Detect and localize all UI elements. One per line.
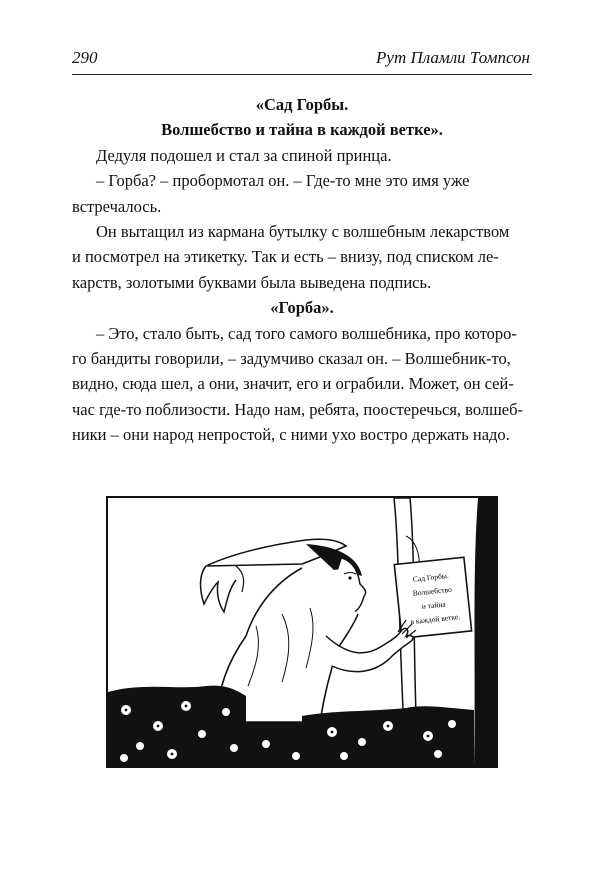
paragraph-2-line-2: встречалось. bbox=[72, 196, 162, 216]
sign-line-2: Волшебство bbox=[412, 584, 453, 598]
sign-line-1: Сад Горбы. bbox=[412, 570, 450, 584]
running-title: Рут Пламли Томпсон bbox=[376, 48, 530, 67]
paragraph-4-line-3: видно, сюда шел, а они, значит, его и ограбили. Может, он сей- bbox=[72, 374, 514, 394]
page-header bbox=[72, 44, 532, 75]
sign-line-3: и тайна bbox=[421, 599, 447, 611]
paragraph-4-line-4: час где-то поблизости. Надо нам, ребята, поостеречься, волшеб- bbox=[72, 399, 524, 419]
paragraph-1: Дедуля подошел и стал за спиной принца. bbox=[96, 145, 392, 165]
paragraph-3-line-2: и посмотрел на этикетку. Так и есть – внизу, под списком ле- bbox=[72, 247, 499, 267]
sign-line-4: в каждой ветке. bbox=[410, 612, 461, 627]
paragraph-4-line-1: – Это, стало быть, сад того самого волшебника, про которо- bbox=[96, 323, 517, 343]
body-text bbox=[72, 92, 532, 448]
heading-line-2: Волшебство и тайна в каждой ветке». bbox=[161, 120, 443, 140]
paragraph-4-line-2: го бандиты говорили, – задумчиво сказал он. – Волшебник-то, bbox=[72, 349, 511, 369]
paragraph-3-line-3: карств, золотыми буквами была выведена подпись. bbox=[72, 272, 432, 292]
heading-line-1: «Сад Горбы. bbox=[255, 95, 349, 114]
paragraph-4-line-5: ники – они народ непростой, с ними ухо востро держать надо. bbox=[72, 425, 510, 445]
paragraph-3-line-1: Он вытащил из кармана бутылку с волшебным лекарством bbox=[96, 222, 510, 242]
illustration bbox=[106, 496, 498, 768]
paragraph-2-line-1: – Горба? – пробормотал он. – Где-то мне это имя уже bbox=[96, 171, 470, 191]
subheading: «Горба». bbox=[270, 298, 334, 318]
page-number: 290 bbox=[72, 48, 98, 67]
illustration-drawing bbox=[106, 496, 498, 768]
